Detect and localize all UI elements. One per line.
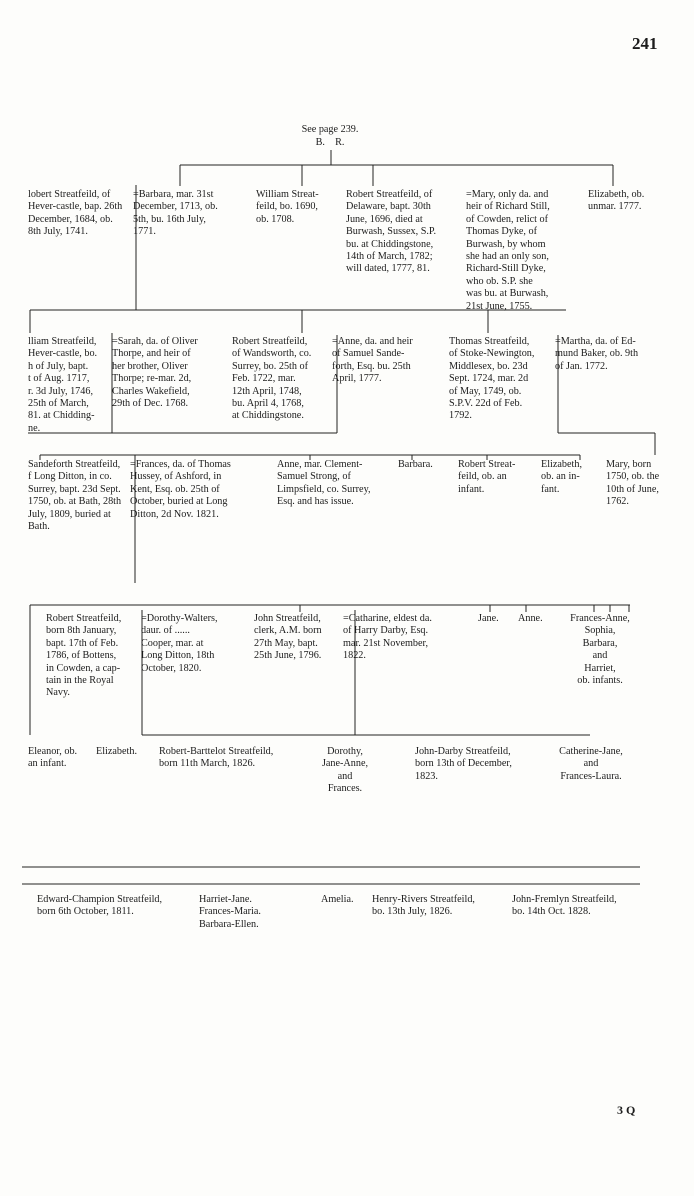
person-robert-of-wandsworth: Robert Streatfeild, of Wandsworth, co. Surrey, bo. 25th of Feb. 1722, mar. 12th April, 1748, bu. April 4, 1768, at Chiddingstone. xyxy=(232,336,312,422)
person-anne-strong: Anne, mar. Clement- Samuel Strong, of Limpsfield, co. Surrey, Esq. and has issue. xyxy=(277,459,371,508)
person-barbara: Barbara. xyxy=(398,459,433,470)
person-robert-barttelot: Robert-Barttelot Streatfeild, born 11th March, 1826. xyxy=(159,746,274,770)
lineage-initials: B. R. xyxy=(315,137,345,148)
see-page-reference: See page 239. xyxy=(301,124,359,135)
person-elizabeth: Elizabeth, ob. unmar. 1777. xyxy=(588,189,645,213)
spouse-sarah-thorpe: =Sarah, da. of Oliver Thorpe, and heir of her brother, Oliver Thorpe; re-mar. 2d, Charles Wakefield, 29th of Dec. 1768. xyxy=(112,336,198,410)
person-william-streatfeild: William Streat- feild, bo. 1690, ob. 1708. xyxy=(256,189,319,225)
person-john-fremlyn: John-Fremlyn Streatfeild, bo. 14th Oct. 1828. xyxy=(512,894,617,918)
person-thomas-of-stoke-newington: Thomas Streatfeild, of Stoke-Newington, Middlesex, bo. 23d Sept. 1724, mar. 2d of May, 1749, ob. S.P.V. 22d of Feb. 1792. xyxy=(449,336,535,422)
person-john-streatfeild-clerk: John Streatfeild, clerk, A.M. born 27th May, bapt. 25th June, 1796. xyxy=(254,613,322,662)
printer-signature-mark: 3 Q xyxy=(617,1103,636,1117)
person-jane: Jane. xyxy=(478,613,499,624)
spouse-anne-sandeforth: =Anne, da. and heir of Samuel Sande- forth, Esq. bu. 25th April, 1777. xyxy=(332,336,413,385)
person-robert-infant: Robert Streat- feild, ob. an infant. xyxy=(458,459,516,495)
person-mary-1750: Mary, born 1750, ob. the 10th of June, 1762. xyxy=(606,459,660,508)
spouse-frances-hussey: =Frances, da. of Thomas Hussey, of Ashford, in Kent, Esq. ob. 25th of October, buried at Long Ditton, 2d Nov. 1821. xyxy=(130,459,231,520)
person-anne: Anne. xyxy=(518,613,543,624)
person-amelia: Amelia. xyxy=(321,894,354,905)
persons-catherine-jane-frances-laura: Catherine-Jane, and Frances-Laura. xyxy=(559,746,623,782)
person-robert-of-delaware: Robert Streatfeild, of Delaware, bapt. 30th June, 1696, died at Burwash, Sussex, S.P. bu. at Chiddingstone, 14th of March, 1782; will dated, 1777, 81. xyxy=(346,189,437,275)
spouse-mary-still: =Mary, only da. and heir of Richard Still, of Cowden, relict of Thomas Dyke, of Burwash, by whom she had an only son, Richard-Still Dyke, who ob. S.P. she was bu. at Burwash, 21st June, 1755. xyxy=(466,189,550,312)
person-eleanor: Eleanor, ob. an infant. xyxy=(28,746,78,770)
persons-harriet-frances-barbara: Harriet-Jane. Frances-Maria. Barbara-Ellen. xyxy=(199,894,261,930)
person-henry-rivers: Henry-Rivers Streatfeild, bo. 13th July, 1826. xyxy=(372,894,475,918)
person-elizabeth-gen5: Elizabeth. xyxy=(96,746,138,757)
person-sandeforth-streatfeild: Sandeforth Streatfeild, f Long Ditton, in co. Surrey, bapt. 23d Sept. 1750, ob. at Bath, 28th July, 1809, buried at Bath. xyxy=(28,459,122,533)
person-elizabeth-infant: Elizabeth, ob. an in- fant. xyxy=(541,459,583,495)
page-number: 241 xyxy=(632,34,658,53)
spouse-barbara: =Barbara, mar. 31st December, 1713, ob. 5th, bu. 16th July, 1771. xyxy=(133,189,218,238)
person-robert-of-hever-castle: lobert Streatfeild, of Hever-castle, bap. 26th December, 1684, ob. 8th July, 1741. xyxy=(28,189,123,238)
persons-dorothy-jane-anne-frances: Dorothy, Jane-Anne, and Frances. xyxy=(321,746,369,795)
person-edward-champion: Edward-Champion Streatfeild, born 6th October, 1811. xyxy=(37,894,163,918)
person-john-darby: John-Darby Streatfeild, born 13th of December, 1823. xyxy=(415,746,512,782)
spouse-catharine-darby: =Catharine, eldest da. of Harry Darby, Esq. mar. 21st November, 1822. xyxy=(343,613,432,662)
person-william-of-hever-castle: lliam Streatfeild, Hever-castle, bo. h of July, bapt. t of Aug. 1717, r. 3d July, 1746, 25th of March, 81. at Chidding- ne. xyxy=(28,336,98,434)
spouse-dorothy-walters: =Dorothy-Walters, daur. of ...... Cooper, mar. at Long Ditton, 18th October, 1820. xyxy=(141,613,218,674)
person-robert-of-bottens: Robert Streatfeild, born 8th January, bapt. 17th of Feb. 1786, of Bottens, in Cowden, a cap- tain in the Royal Navy. xyxy=(46,613,122,699)
spouse-martha-baker: =Martha, da. of Ed- mund Baker, ob. 9th of Jan. 1772. xyxy=(555,336,639,372)
persons-frances-anne-and-sisters: Frances-Anne, Sophia, Barbara, and Harriet, ob. infants. xyxy=(570,613,630,687)
